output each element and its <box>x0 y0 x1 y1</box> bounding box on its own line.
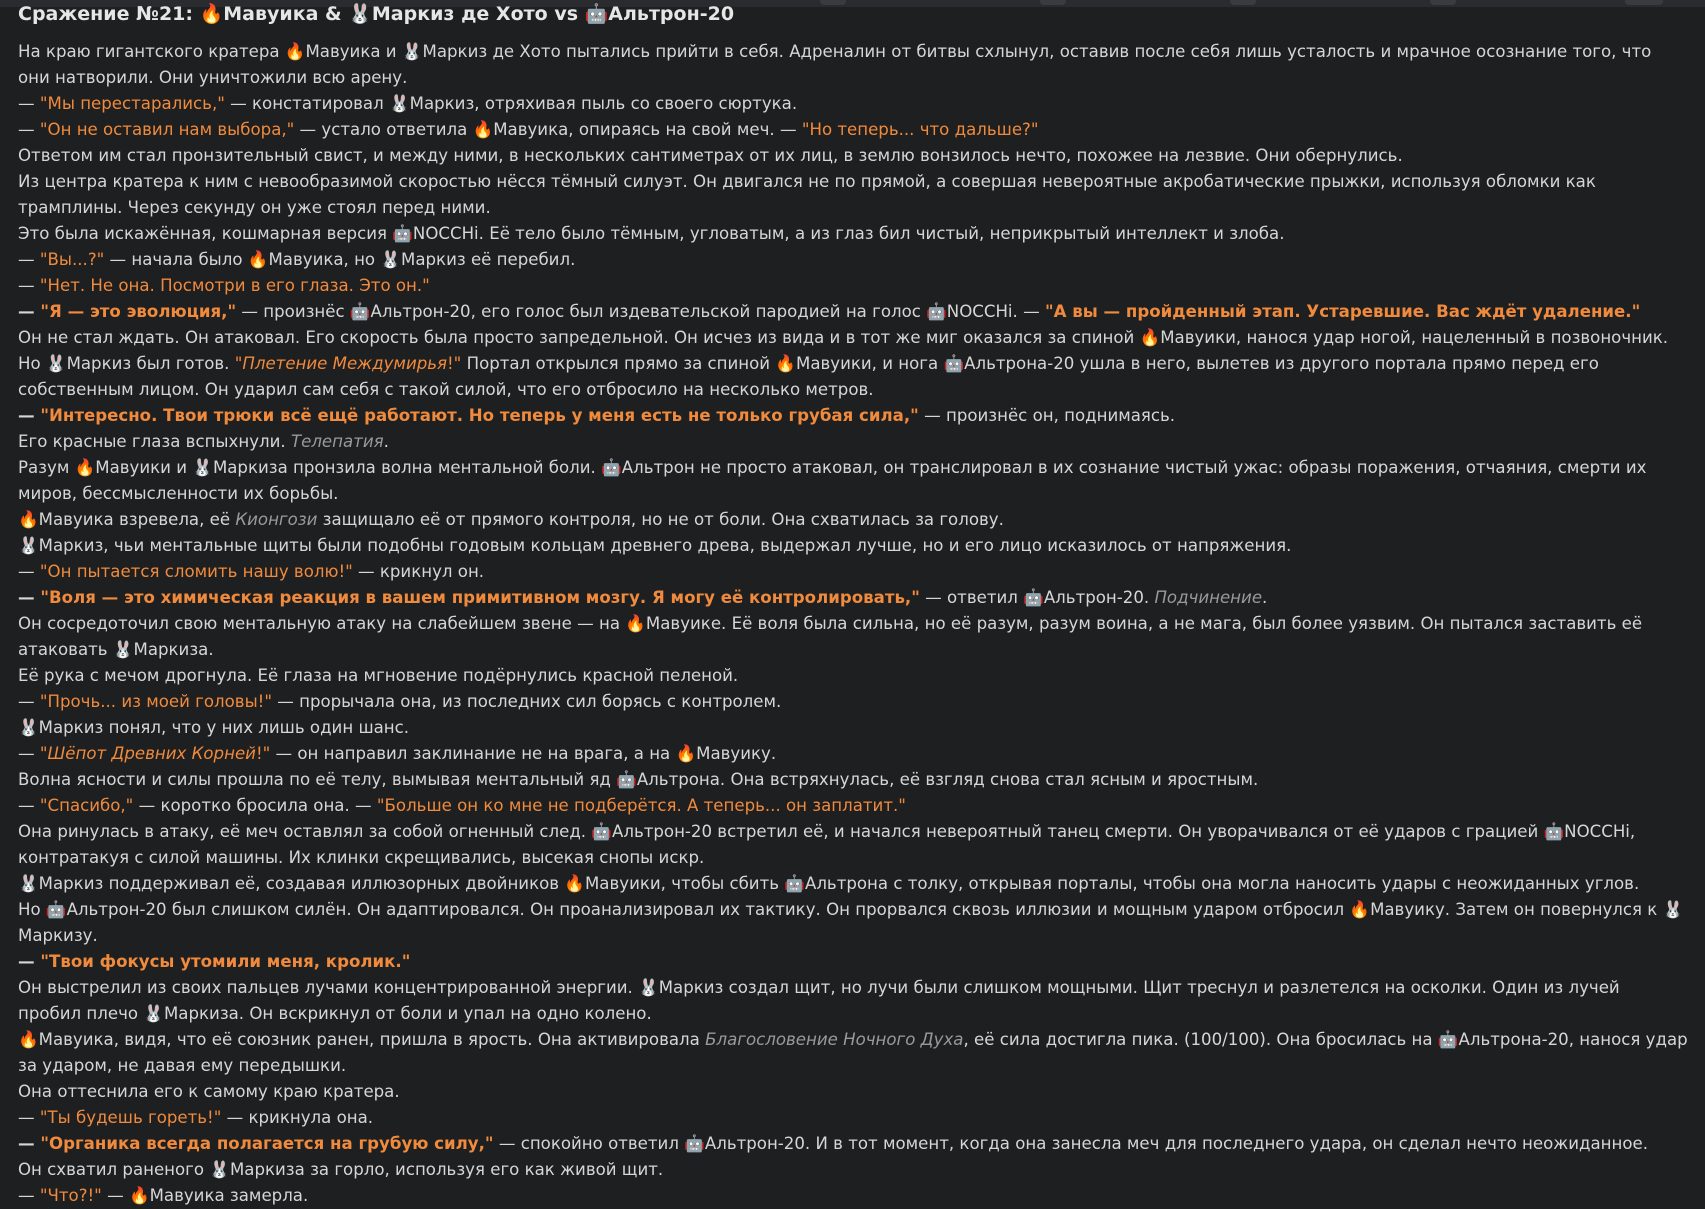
story-paragraph <box>18 767 1688 793</box>
dialogue-quote: — <box>18 406 41 425</box>
ability-name: Кионгози <box>235 510 318 529</box>
dialogue-quote: "Вы...?" <box>39 250 105 269</box>
story-paragraph <box>18 793 1688 819</box>
dialogue-quote: "Ты будешь гореть!" <box>39 1108 222 1127</box>
dialogue-quote: "Воля — это химическая реакция в вашем примитивном мозгу. Я могу её контролировать," <box>40 588 920 607</box>
ability-name: Плетение Междумирья <box>242 354 448 373</box>
narration-text: — коротко бросила она. — <box>133 796 377 815</box>
dialogue-quote: "Он не оставил нам выбора," <box>39 120 295 139</box>
story-paragraph <box>18 351 1688 403</box>
story-text <box>18 39 1688 1209</box>
dialogue-quote: — <box>18 1134 41 1153</box>
narration-text: — крикнула она. <box>221 1108 374 1127</box>
narration-text: Его красные глаза вспыхнули. <box>18 432 291 451</box>
story-paragraph <box>18 975 1688 1027</box>
narration-text: Она оттеснила его к самому краю кратера. <box>18 1082 400 1101</box>
narration-text: — <box>18 744 40 763</box>
narration-text: — произнёс 🤖Альтрон-20, его голос был издевательской пародией на голос 🤖NOCCHi. — <box>236 302 1045 321</box>
story-paragraph <box>18 715 1688 741</box>
toolbar-icon[interactable] <box>820 0 846 5</box>
story-paragraph <box>18 1027 1688 1079</box>
story-paragraph <box>18 273 1688 299</box>
story-paragraph <box>18 741 1688 767</box>
toolbar-icon[interactable] <box>1430 0 1456 5</box>
story-paragraph <box>18 429 1688 455</box>
story-paragraph <box>18 143 1688 169</box>
dialogue-quote: — <box>18 302 41 321</box>
story-paragraph <box>18 169 1688 221</box>
narration-text: — он направил заклинание не на врага, а на 🔥Мавуику. <box>270 744 777 763</box>
story-paragraph <box>18 663 1688 689</box>
narration-text: — <box>18 276 40 295</box>
narration-text: — <box>18 796 40 815</box>
narration-text: — устало ответила 🔥Мавуика, опираясь на свой меч. — <box>294 120 802 139</box>
narration-text: Она ринулась в атаку, её меч оставлял за собой огненный след. 🤖Альтрон-20 встретил её, и начался невероятный танец смерти. Он уворачивался от её ударов с грацией 🤖NOCCHi, контратакуя с силой машины. Их клинки скрещивались, высекая снопы искр. <box>18 822 1636 867</box>
dialogue-quote: "Он пытается сломить нашу волю!" <box>39 562 353 581</box>
dialogue-quote: "Я — это эволюция," <box>40 302 237 321</box>
ability-name: Благословение Ночного Духа <box>705 1030 964 1049</box>
story-paragraph <box>18 117 1688 143</box>
story-paragraph <box>18 871 1688 897</box>
narration-text: Её рука с мечом дрогнула. Её глаза на мгновение подёрнулись красной пеленой. <box>18 666 739 685</box>
narration-text: — ответил 🤖Альтрон-20. <box>919 588 1155 607</box>
dialogue-quote: "Прочь... из моей головы!" <box>39 692 272 711</box>
narration-text: — <box>18 250 40 269</box>
narration-text: Он схватил раненого 🐰Маркиза за горло, используя его как живой щит. <box>18 1160 664 1179</box>
story-paragraph <box>18 585 1688 611</box>
narration-text: Но 🤖Альтрон-20 был слишком силён. Он адаптировался. Он проанализировал их тактику. Он прорвался сквозь иллюзии и мощным ударом отбросил 🔥Мавуику. Затем он повернулся к 🐰Маркизу. <box>18 900 1684 945</box>
story-paragraph <box>18 325 1688 351</box>
dialogue-quote: "Что?!" <box>39 1186 102 1205</box>
story-paragraph <box>18 533 1688 559</box>
dialogue-quote: "Больше он ко мне не подберётся. А теперь... он заплатит." <box>376 796 906 815</box>
dialogue-quote: — <box>18 952 41 971</box>
narration-text: — начала было 🔥Мавуика, но 🐰Маркиз её перебил. <box>104 250 576 269</box>
dialogue-quote: "Нет. Не она. Посмотри в его глаза. Это он." <box>39 276 430 295</box>
narration-text: Но 🐰Маркиз был готов. <box>18 354 235 373</box>
toolbar-icon[interactable] <box>1230 0 1256 5</box>
dialogue-quote: "Мы перестарались," <box>39 94 225 113</box>
narration-text: Волна ясности и силы прошла по её телу, вымывая ментальный яд 🤖Альтрона. Она встряхнулась, её взгляд снова стал ясным и яростным. <box>18 770 1259 789</box>
narration-text: — <box>18 1186 40 1205</box>
narration-text: — произнёс он, поднимаясь. <box>918 406 1176 425</box>
narration-text: , её сила достигла пика. (100/100). Она бросилась на 🤖Альтрона-20, нанося удар за ударом, не давая ему передышки. <box>18 1030 1688 1075</box>
story-paragraph <box>18 559 1688 585</box>
narration-text: 🐰Маркиз поддерживал её, создавая иллюзорных двойников 🔥Мавуики, чтобы сбить 🤖Альтрона с толку, открывая порталы, чтобы она могла наносить удары с неожиданных углов. <box>18 874 1640 893</box>
story-paragraph <box>18 455 1688 507</box>
toolbar-icon[interactable] <box>1625 0 1663 5</box>
dialogue-quote: "Но теперь... что дальше?" <box>801 120 1039 139</box>
narration-text: Портал открылся прямо за спиной 🔥Мавуики, и нога 🤖Альтрона-20 ушла в него, вылетев из другого портала прямо перед его собственным лицом. Он ударил сам себя с такой силой, что его отбросило на несколько метров. <box>18 354 1599 399</box>
narration-text: — прорычала она, из последних сил борясь с контролем. <box>271 692 782 711</box>
story-paragraph <box>18 299 1688 325</box>
story-paragraph <box>18 507 1688 533</box>
story-paragraph <box>18 689 1688 715</box>
toolbar-icon[interactable] <box>1040 0 1066 5</box>
narration-text: Это была искажённая, кошмарная версия 🤖NOCCHi. Её тело было тёмным, угловатым, а из глаз бил чистый, неприкрытый интеллект и злоба. <box>18 224 1285 243</box>
dialogue-quote: "Твои фокусы утомили меня, кролик." <box>40 952 411 971</box>
dialogue-quote: " <box>39 744 48 763</box>
story-paragraph <box>18 611 1688 663</box>
narration-text: — спокойно ответил 🤖Альтрон-20. И в тот момент, когда она занесла меч для последнего удара, он сделал нечто неожиданное. <box>493 1134 1648 1153</box>
narration-text: 🐰Маркиз понял, что у них лишь один шанс. <box>18 718 410 737</box>
narration-text: — <box>18 692 40 711</box>
story-paragraph <box>18 1157 1688 1183</box>
narration-text: — <box>18 94 40 113</box>
dialogue-quote: "Спасибо," <box>39 796 134 815</box>
story-paragraph <box>18 91 1688 117</box>
dialogue-quote: " <box>234 354 243 373</box>
dialogue-quote: !" <box>447 354 462 373</box>
story-paragraph <box>18 221 1688 247</box>
narration-text: — констатировал 🐰Маркиз, отряхивая пыль со своего сюртука. <box>224 94 798 113</box>
narration-text: Он не стал ждать. Он атаковал. Его скорость была просто запредельной. Он исчез из вида и в тот же миг оказался за спиной 🔥Мавуики, нанося удар ногой, нацеленный в позвоночник. <box>18 328 1669 347</box>
dialogue-quote: "А вы — пройденный этап. Устаревшие. Вас ждёт удаление." <box>1044 302 1641 321</box>
narration-text: 🔥Мавуика взревела, её <box>18 510 236 529</box>
narration-text: Он выстрелил из своих пальцев лучами концентрированной энергии. 🐰Маркиз создал щит, но лучи были слишком мощными. Щит треснул и разлетелся на осколки. Один из лучей пробил плечо 🐰Маркиза. Он вскрикнул от боли и упал на одно колено. <box>18 978 1620 1023</box>
story-paragraph <box>18 403 1688 429</box>
story-paragraph <box>18 1079 1688 1105</box>
story-paragraph <box>18 39 1688 91</box>
narration-text: Из центра кратера к ним с невообразимой скоростью нёсся тёмный силуэт. Он двигался не по прямой, а совершая невероятные акробатические прыжки, используя обломки как трамплины. Через секунду он уже стоял перед ними. <box>18 172 1596 217</box>
narration-text: Разум 🔥Мавуики и 🐰Маркиза пронзила волна ментальной боли. 🤖Альтрон не просто атаковал, он транслировал в их сознание чистый ужас: образы поражения, отчаяния, смерти их миров, бессмысленности их борьбы. <box>18 458 1647 503</box>
story-paragraph <box>18 1183 1688 1209</box>
narration-text: — <box>18 1108 40 1127</box>
narration-text: 🐰Маркиз, чьи ментальные щиты были подобны годовым кольцам древнего древа, выдержал лучше, но и его лицо исказилось от напряжения. <box>18 536 1292 555</box>
dialogue-quote: !" <box>255 744 271 763</box>
narration-text: — крикнул он. <box>352 562 485 581</box>
narration-text: — <box>18 120 40 139</box>
narration-text: . <box>1262 588 1268 607</box>
story-paragraph <box>18 247 1688 273</box>
narration-text: 🔥Мавуика, видя, что её союзник ранен, пришла в ярость. Она активировала <box>18 1030 706 1049</box>
narration-text: Ответом им стал пронзительный свист, и между ними, в нескольких сантиметрах от их лиц, в землю вонзилось нечто, похожее на лезвие. Они обернулись. <box>18 146 1403 165</box>
narration-text: На краю гигантского кратера 🔥Мавуика и 🐰Маркиз де Хото пытались прийти в себя. Адреналин от битвы схлынул, оставив после себя лишь усталость и мрачное осознание того, что они натворили. Они уничтожили всю арену. <box>18 42 1652 87</box>
narration-text: . <box>383 432 389 451</box>
story-paragraph <box>18 819 1688 871</box>
battle-title: Сражение №21: 🔥Мавуика & 🐰Маркиз де Хото vs 🤖Альтрон-20 <box>18 3 735 25</box>
story-paragraph <box>18 897 1688 949</box>
ability-name: Телепатия <box>290 432 384 451</box>
story-paragraph <box>18 1131 1688 1157</box>
dialogue-quote: — <box>18 588 41 607</box>
ability-name: Шёпот Древних Корней <box>47 744 256 763</box>
narration-text: защищало её от прямого контроля, но не от боли. Она схватилась за голову. <box>317 510 1004 529</box>
story-paragraph <box>18 1105 1688 1131</box>
narration-text: — <box>18 562 40 581</box>
story-paragraph <box>18 949 1688 975</box>
narration-text: Он сосредоточил свою ментальную атаку на слабейшем звене — на 🔥Мавуике. Её воля была сильна, но её разум, разум воина, а не мага, был более уязвим. Он пытался заставить её атаковать 🐰Маркиза. <box>18 614 1643 659</box>
ability-name: Подчинение <box>1154 588 1263 607</box>
narration-text: — 🔥Мавуика замерла. <box>101 1186 309 1205</box>
dialogue-quote: "Органика всегда полагается на грубую силу," <box>40 1134 494 1153</box>
dialogue-quote: "Интересно. Твои трюки всё ещё работают. Но теперь у меня есть не только грубая сила," <box>40 406 919 425</box>
